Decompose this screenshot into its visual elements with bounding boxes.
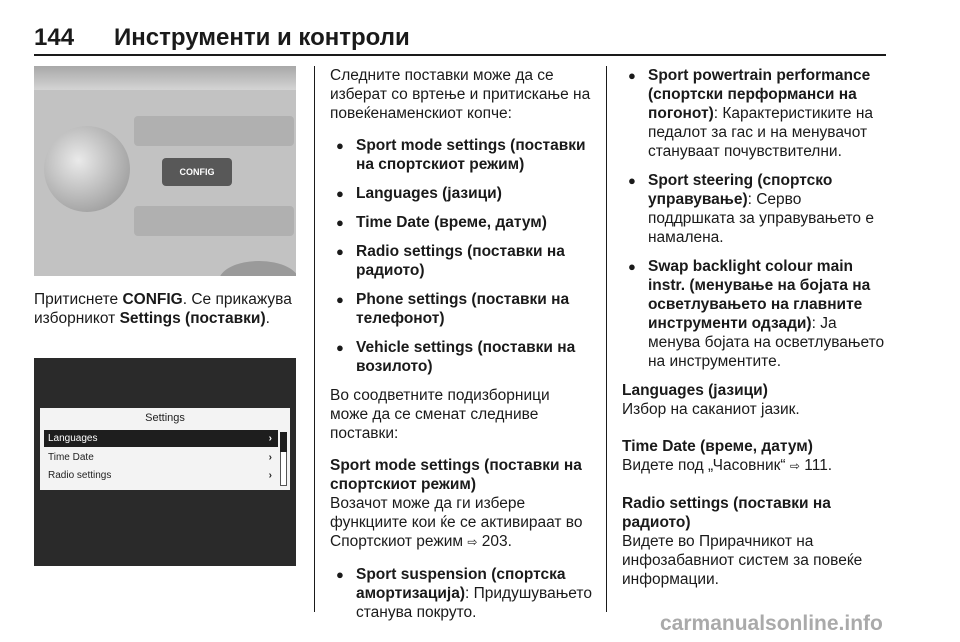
console-slot xyxy=(134,116,294,146)
radio-section: Radio settings (поставки на радиото) Видете во Прирачникот на инфозабавниот систем за повеќе информации. xyxy=(622,495,863,588)
intro-text: Следните поставки може да се изберат со вртење и притискање на повеќенаменскиот копче: xyxy=(330,67,591,122)
reference-arrow-icon: ⇨ xyxy=(789,459,800,473)
settings-panel xyxy=(40,408,290,490)
middle-column xyxy=(330,66,592,632)
chevron-right-icon: › xyxy=(268,433,272,444)
settings-screen xyxy=(34,358,296,566)
page-title: Инструменти и контроли xyxy=(114,24,410,51)
sport-heading: Sport mode settings (поставки на спортскиот режим) xyxy=(330,457,582,493)
chevron-right-icon: › xyxy=(268,470,272,481)
config-button: CONFIG xyxy=(162,158,232,186)
console-slot xyxy=(134,206,294,236)
page-number: 144 xyxy=(34,24,75,51)
left-caption: Притиснете CONFIG. Се прикажува изборникот Settings (поставки). xyxy=(34,291,292,327)
column-divider xyxy=(606,66,607,612)
settings-list: ● Sport mode settings (поставки на спортскиот режим) ● Languages (јазици) ● Time Date (време, датум) ● Radio settings (поставки на радиото) ● Phone settings (поставки на телефонот) ● Vehicle settings (поставки на возилото) xyxy=(330,136,592,376)
reference-arrow-icon: ⇨ xyxy=(467,535,478,549)
multifunction-knob xyxy=(44,126,130,212)
button-row xyxy=(34,66,296,90)
submenu-text: Во соодветните подизборници може да се сменат следниве поставки: xyxy=(330,387,550,442)
console-photo xyxy=(34,66,296,276)
time-date-section: Time Date (време, датум) Видете под „Часовник“ ⇨ 111. xyxy=(622,438,833,474)
column-divider xyxy=(314,66,315,612)
right-column xyxy=(622,66,890,607)
chevron-right-icon: › xyxy=(268,452,272,463)
lower-knob xyxy=(219,261,296,276)
menu-item-languages: Languages › xyxy=(44,430,278,447)
menu-item-radio-settings: Radio settings › xyxy=(44,467,278,484)
sport-sublist: ● Sport suspension (спортска амортизација): Придушувањето станува покруто. xyxy=(330,565,592,622)
watermark: carmanualsonline.info xyxy=(660,612,883,635)
settings-title: Settings xyxy=(145,412,185,424)
sport-text: Возачот може да ги избере функциите кои ќе се активираат во Спортскиот режим ⇨ 203. xyxy=(330,495,583,550)
sport-sublist-continued: ● Sport powertrain performance (спортски перформанси на погонот): Карактеристиките на педалот за гас и на менувачот стануваат почувствителни. ● Sport steering (спортско управување): Серво поддршката за управувањето е намалена. ● Swap backlight colour main instr. (менување на бојата на осветлувањето на главните инструменти одзади): Ја менува бојата на осветлувањето на инструментите. xyxy=(622,66,890,371)
page-header xyxy=(34,24,886,54)
scrollbar-thumb xyxy=(280,432,287,452)
languages-section: Languages (јазици) Избор на саканиот јазик. xyxy=(622,382,800,418)
header-rule xyxy=(34,54,886,56)
menu-item-time-date: Time Date › xyxy=(44,449,278,466)
